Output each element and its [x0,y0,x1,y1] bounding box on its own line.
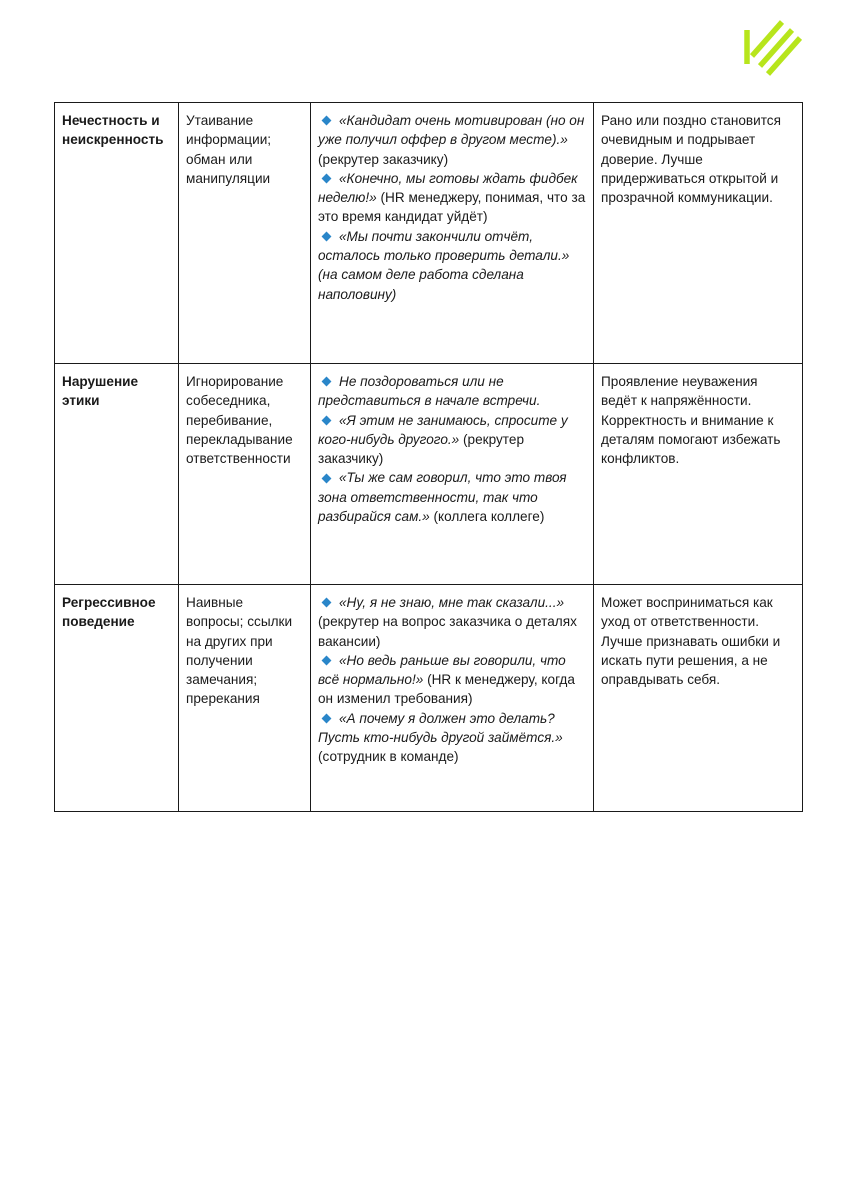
diamond-bullet-icon [322,714,332,724]
table-row [55,364,803,585]
category-cell: Регрессивное поведение [55,585,179,812]
example-item [318,709,587,767]
example-quote: «Ты же сам говорил, что это твоя зона ответственности, так что разбирайся сам.» [318,470,567,525]
example-quote: «Но ведь раньше вы говорили, что всё нормально!» [318,652,566,688]
example-item [318,111,587,169]
table-row [55,585,803,812]
diamond-bullet-icon [322,116,332,126]
diamond-bullet-icon [322,473,332,483]
example-item [318,372,587,411]
example-item [318,411,587,469]
consequence-cell: Рано или поздно становится очевидным и подрывает доверие. Лучше придерживаться открытой и прозрачной коммуникации. [594,103,803,364]
example-quote: «Ну, я не знаю, мне так сказали...» [339,595,565,610]
table-row [55,103,803,364]
diamond-bullet-icon [322,174,332,184]
behavior-table [54,102,803,812]
diamond-bullet-icon [322,656,332,666]
examples-cell [311,585,594,812]
example-item [318,593,587,651]
category-cell: Нечестность и неискренность [55,103,179,364]
diamond-bullet-icon [322,232,332,242]
example-quote: «Я этим не занимаюсь, спросите у кого-нибудь другого.» [318,412,568,447]
category-cell: Нарушение этики [55,364,179,585]
example-quote: Не поздороваться или не представиться в начале встречи. [318,374,541,409]
example-note: (рекрутер на вопрос заказчика о деталях вакансии) [318,614,577,649]
manifestation-cell: Наивные вопросы; ссылки на других при получении замечания; пререкания [179,585,311,812]
example-note: (сотрудник в команде) [318,749,459,765]
brand-slash-logo-icon [742,16,804,78]
example-note: (HR к менеджеру, когда он изменил требования) [318,672,575,707]
example-note: (HR менеджеру, понимая, что за это время кандидат уйдёт) [318,190,586,225]
examples-cell [311,103,594,364]
example-quote: «Кандидат очень мотивирован (но он уже получил оффер в другом месте).» [318,113,585,148]
example-item [318,651,587,709]
example-quote: «Конечно, мы готовы ждать фидбек неделю!» [318,170,578,206]
consequence-cell: Проявление неуважения ведёт к напряжённости. Корректность и внимание к деталям помогают избежать конфликтов. [594,364,803,585]
example-quote: «Мы почти закончили отчёт, осталось только проверить детали.» (на самом деле работа сделана наполовину) [318,228,570,302]
diamond-bullet-icon [322,416,332,426]
manifestation-cell: Игнорирование собеседника, перебивание, перекладывание ответственности [179,364,311,585]
example-note: (рекрутер заказчику) [318,431,525,467]
example-item [318,169,587,227]
example-note: (коллега коллеге) [429,509,545,525]
example-item [318,227,587,304]
manifestation-cell: Утаивание информации; обман или манипуляции [179,103,311,364]
diamond-bullet-icon [322,598,332,608]
example-note: (рекрутер заказчику) [318,151,449,167]
example-quote: «А почему я должен это делать? Пусть кто-нибудь другой займётся.» [318,710,563,746]
consequence-cell: Может восприниматься как уход от ответственности. Лучше признавать ошибки и искать пути решения, а не оправдывать себя. [594,585,803,812]
diamond-bullet-icon [322,377,332,387]
example-item [318,468,587,526]
examples-cell [311,364,594,585]
